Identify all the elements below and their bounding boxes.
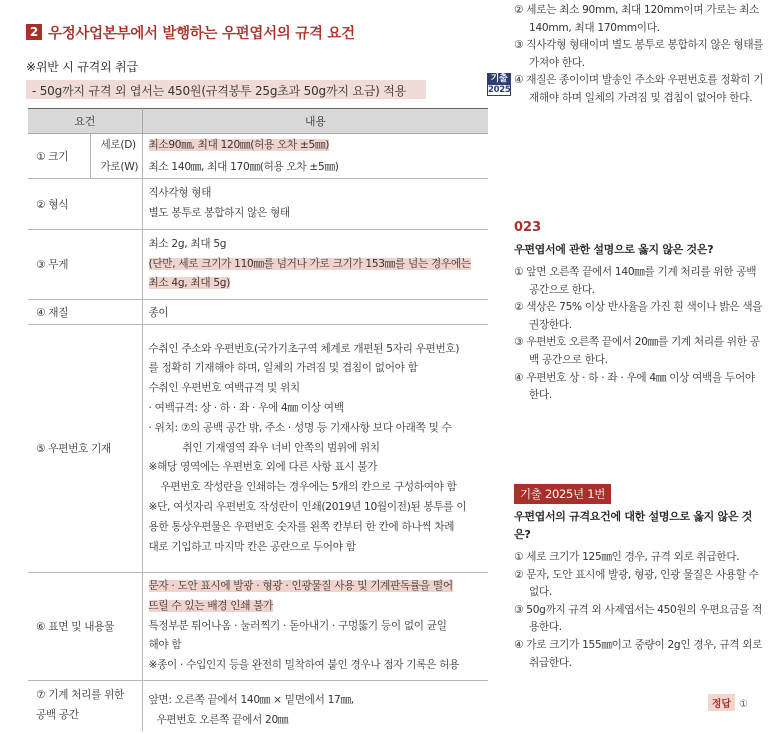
violation-note: ※위반 시 규격외 취급	[26, 60, 138, 74]
exam-year-tag	[487, 73, 511, 96]
postal-line: 취인 기재영역 좌우 너비 안쪽의 범위에 위치	[182, 441, 380, 454]
machine-line: 앞면: 오른쪽 끝에서 140㎜ × 밑면에서 17㎜,	[148, 694, 354, 706]
section-number: 2	[26, 24, 42, 40]
option-item: ② 문자, 도안 표시에 발광, 형광, 인광 물질은 사용할 수 없다.	[514, 568, 759, 599]
header-requirement: 요건	[28, 109, 142, 134]
right-column	[488, 0, 764, 734]
table-row	[28, 300, 488, 325]
option-item: ④ 우편번호 상 · 하 · 좌 · 우에 4㎜ 이상 여백을 두어야 한다.	[514, 371, 755, 402]
surface-line: 해야 함	[148, 639, 182, 652]
table-row	[28, 325, 488, 573]
highlight-note: - 50g까지 규격 외 엽서는 450원(규격봉투 25g초과 50g까지 요금) 적용	[26, 80, 426, 99]
exam-question-text: 우편엽서의 규격요건에 대한 설명으로 옳지 않은 것은?	[514, 510, 753, 541]
size-width-label: 가로(W)	[90, 156, 142, 179]
question-23	[514, 241, 764, 405]
postal-line: · 위치: ⑦의 공백 공간 밖, 주소 · 성명 등 기재사항 보다 아래쪽 및 수	[148, 421, 452, 434]
postal-line: 수취인 주소와 우편번호(국가기초구역 체계로 개편된 5자리 우편번호)	[148, 342, 460, 355]
option-item: ③ 50g까지 규격 외 사제엽서는 450원의 우편요금을 적용한다.	[514, 603, 763, 634]
req-surface-label: ⑥ 표면 및 내용물	[28, 573, 142, 681]
option-item: ① 세로 크기가 125㎜인 경우, 규격 외로 취급한다.	[514, 551, 740, 563]
answer-label: 정답	[708, 694, 735, 711]
previous-question-options	[488, 2, 764, 108]
exam-tag-label: 기출	[488, 74, 510, 85]
postal-line: 대로 기입하고 마지막 칸은 공란으로 두어야 함	[148, 540, 356, 553]
form-line: 별도 봉투로 봉합하지 않은 형태	[148, 207, 290, 219]
req-material-label: ④ 재질	[28, 300, 142, 325]
req-machine-label: ⑦ 기계 처리를 위한	[36, 689, 124, 701]
postal-line: 를 정확히 기재해야 하며, 일체의 가려짐 및 겹침이 없어야 함	[148, 362, 418, 375]
size-width-value: 최소 140㎜, 최대 170㎜(허용 오차 ±5㎜)	[142, 156, 488, 179]
spec-table	[28, 108, 488, 731]
postal-line: 수취인 우편번호 여백규격 및 위치	[148, 382, 300, 395]
req-weight-label: ③ 무게	[28, 230, 142, 300]
table-row	[28, 156, 488, 179]
exam-question	[514, 508, 764, 672]
section-heading: 우정사업본부에서 발행하는 우편엽서의 규격 요건	[48, 25, 355, 42]
machine-line: 우편번호 오른쪽 끝에서 20㎜	[156, 713, 289, 726]
surface-restriction: 뜨릴 수 있는 배경 인쇄 불가	[148, 599, 274, 612]
table-row	[28, 573, 488, 681]
size-height-label: 세로(D)	[90, 134, 142, 156]
question-text: 우편엽서에 관한 설명으로 옳지 않은 것은?	[514, 243, 714, 256]
postal-line: 우편번호 작성란을 인쇄하는 경우에는 5개의 칸으로 구성하여야 함	[160, 481, 457, 494]
option-text: ④ 재질은 종이이며 발송인 주소와 우편번호를 정확히 기재해야 하며 일체의 가려짐 및 겹침이 없어야 한다.	[514, 74, 764, 104]
postal-line: ※단, 여섯자리 우편번호 작성란이 인쇄(2019년 10월이전)된 봉투를 이	[148, 500, 467, 513]
postal-line: ※해당 영역에는 우편번호 외에 다른 사항 표시 불가	[148, 461, 378, 474]
exam-tag-year: 2025	[488, 85, 511, 96]
req-size-label: ① 크기	[28, 134, 90, 179]
table-row	[28, 134, 488, 156]
material-value: 종이	[142, 300, 488, 325]
table-row	[28, 179, 488, 230]
header-content: 내용	[142, 109, 488, 134]
table-row	[28, 681, 488, 731]
left-column	[26, 0, 488, 734]
option-item: ② 색상은 75% 이상 반사율을 가진 흰 색이나 밝은 색을 권장한다.	[514, 301, 763, 331]
postal-line: 용한 통상우편물은 우편번호 숫자를 왼쪽 칸부터 한 칸에 하나씩 차례	[148, 520, 455, 533]
req-postal-label: ⑤ 우편번호 기재	[28, 325, 142, 573]
weight-exception-range: 최소 4g, 최대 5g)	[148, 277, 231, 290]
weight-exception: (단만, 세로 크기가 110㎜를 넘거나 가로 크기가 153㎜를 넘는 경우에는	[148, 257, 471, 270]
surface-line: 특정부분 튀어나옴 · 눌러찍기 · 돋아내기 · 구멍뚫기 등이 없이 균일	[148, 619, 447, 632]
answer-value: ①	[739, 699, 748, 710]
answer-key	[708, 694, 748, 711]
form-line: 직사각형 형태	[148, 187, 212, 200]
question-number: 023	[514, 220, 542, 235]
weight-line: 최소 2g, 최대 5g	[148, 237, 227, 250]
option-item: ① 앞면 오른쪽 끝에서 140㎜를 기계 처리를 위한 공백 공간으로 한다.	[514, 266, 757, 296]
surface-line: ※종이 · 수입인지 등을 완전히 밀착하여 붙인 경우나 점자 기록은 허용	[148, 659, 460, 672]
size-height-value: 최소90㎜, 최대 120㎜(허용 오차 ±5㎜)	[148, 139, 330, 152]
req-machine-label-2: 공백 공간	[36, 708, 79, 721]
section-title	[26, 22, 355, 42]
option-item: ④ 가로 크기가 155㎜이고 중량이 2g인 경우, 규격 외로 취급한다.	[514, 638, 763, 669]
surface-restriction: 문자 · 도안 표시에 발광 · 형광 · 인광물질 사용 및 기계판독률을 떨어	[148, 580, 453, 592]
postal-line: · 여백규격: 상 · 하 · 좌 · 우에 4㎜ 이상 여백	[148, 402, 344, 414]
table-header-row	[28, 109, 488, 134]
option-item: ③ 우편번호 오른쪽 끝에서 20㎜를 기계 처리를 위한 공백 공간으로 한다.	[514, 336, 760, 366]
table-row	[28, 230, 488, 300]
option-item: ③ 직사각형 형태이며 별도 봉투로 봉합하지 않은 형태를 가져야 한다.	[514, 39, 764, 69]
req-form-label: ② 형식	[28, 179, 142, 230]
option-item: ② 세로는 최소 90mm, 최대 120mm이며 가로는 최소 140mm, 최대 170mm이다.	[514, 4, 760, 34]
exam-source-tag: 기출 2025년 1번	[514, 484, 611, 504]
option-item	[488, 72, 764, 107]
